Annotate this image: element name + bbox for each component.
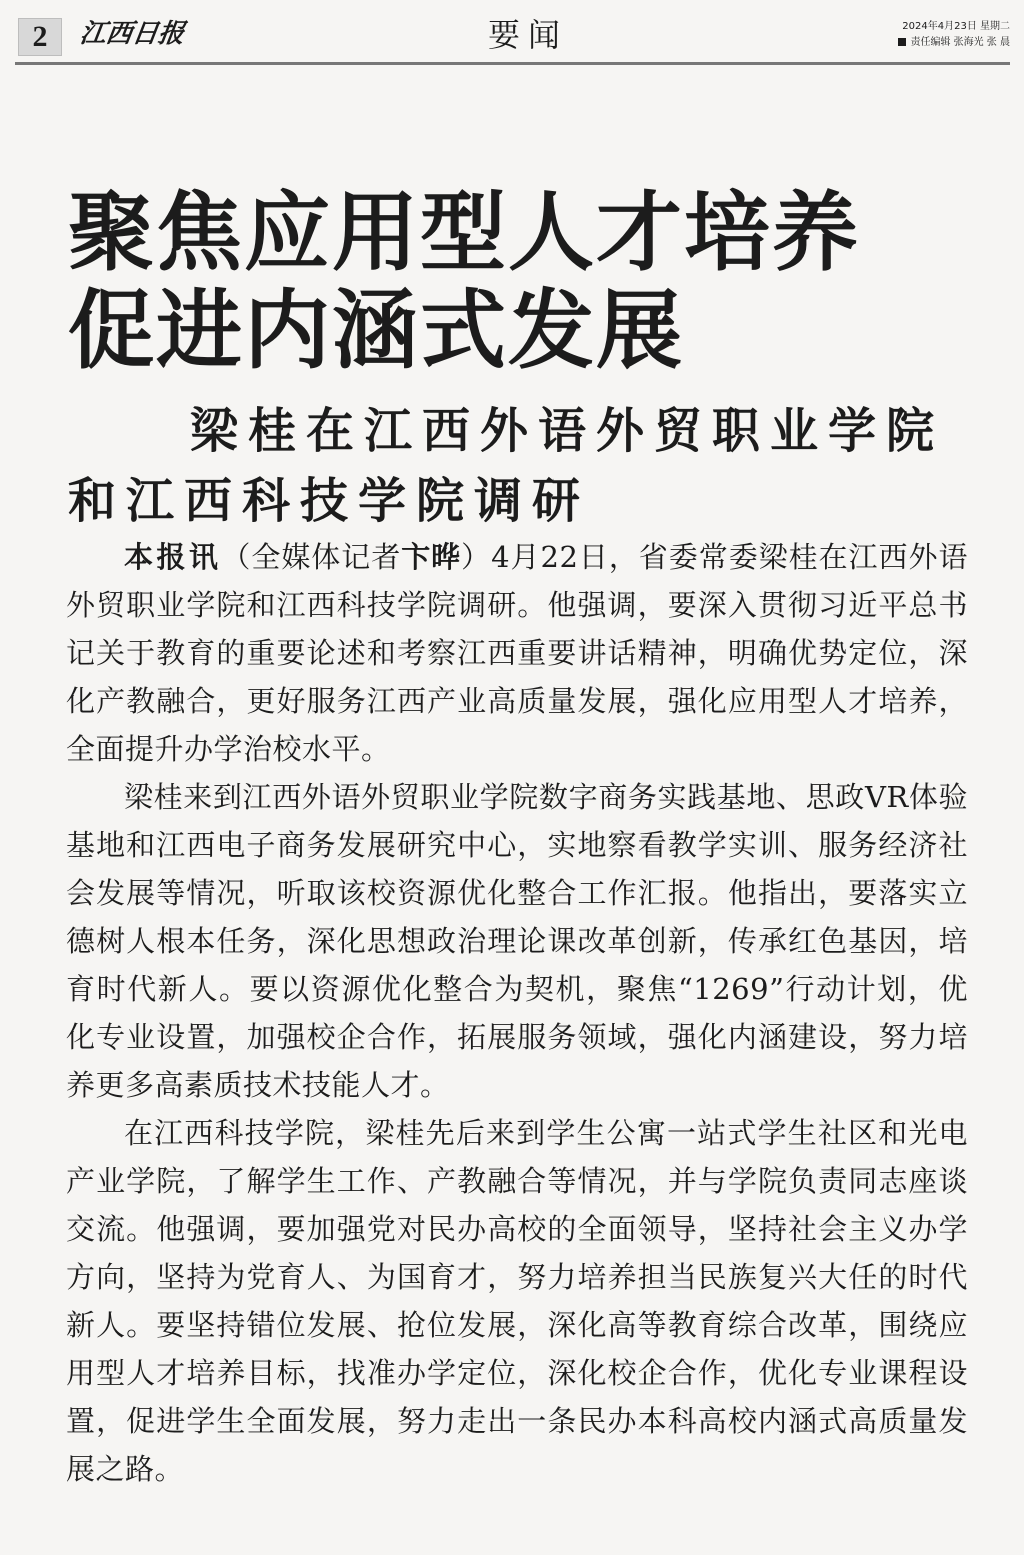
header-divider: [15, 62, 1010, 65]
headline-line-1: 聚焦应用型人才培养: [68, 181, 860, 283]
editor-line-wrapper: [830, 35, 1010, 51]
square-bullet-icon: [898, 38, 906, 46]
article-body: [66, 533, 968, 1493]
page-number: 2: [18, 18, 62, 56]
byline-name: 卞晔: [401, 540, 462, 574]
byline-suffix: ）: [461, 540, 492, 574]
paragraph-1-text: 4月22日，省委常委梁桂在江西外语外贸职业学院和江西科技学院调研。他强调，要深入贯彻习近平总书记关于教育的重要论述和考察江西重要讲话精神，明确优势定位，深化产教融合，更好服务江西产业高质量发展，强化应用型人才培养，全面提升办学治校水平。: [66, 540, 968, 766]
header-meta: [830, 19, 1010, 51]
headline: [68, 181, 968, 381]
lead-label: 本报讯: [124, 540, 222, 574]
headline-line-2: 促进内涵式发展: [68, 279, 684, 381]
date-line: 2024年4月23日 星期二: [902, 21, 1010, 32]
subheadline-line-1: 梁桂在江西外语外贸职业学院: [190, 402, 945, 459]
article-paragraph-1: [66, 533, 968, 773]
subheadline: [68, 396, 968, 536]
byline-prefix: （全媒体记者: [221, 540, 402, 574]
masthead: [18, 18, 1010, 60]
newspaper-logo: 江西日报: [78, 19, 187, 49]
section-title: 要闻: [487, 16, 568, 54]
subheadline-line-2: 和江西科技学院调研: [68, 472, 591, 529]
editor-line: 责任编辑 张海光 张 晨: [910, 37, 1010, 48]
article-paragraph-2: 梁桂来到江西外语外贸职业学院数字商务实践基地、思政VR体验基地和江西电子商务发展研究中心，实地察看教学实训、服务经济社会发展等情况，听取该校资源优化整合工作汇报。他指出，要落实立德树人根本任务，深化思想政治理论课改革创新，传承红色基因，培育时代新人。要以资源优化整合为契机，聚焦“1269”行动计划，优化专业设置，加强校企合作，拓展服务领域，强化内涵建设，努力培养更多高素质技术技能人才。: [66, 780, 968, 1102]
article-paragraph-3: 在江西科技学院，梁桂先后来到学生公寓一站式学生社区和光电产业学院，了解学生工作、产教融合等情况，并与学院负责同志座谈交流。他强调，要加强党对民办高校的全面领导，坚持社会主义办学方向，坚持为党育人、为国育才，努力培养担当民族复兴大任的时代新人。要坚持错位发展、抢位发展，深化高等教育综合改革，围绕应用型人才培养目标，找准办学定位，深化校企合作，优化专业课程设置，促进学生全面发展，努力走出一条民办本科高校内涵式高质量发展之路。: [66, 1116, 968, 1486]
